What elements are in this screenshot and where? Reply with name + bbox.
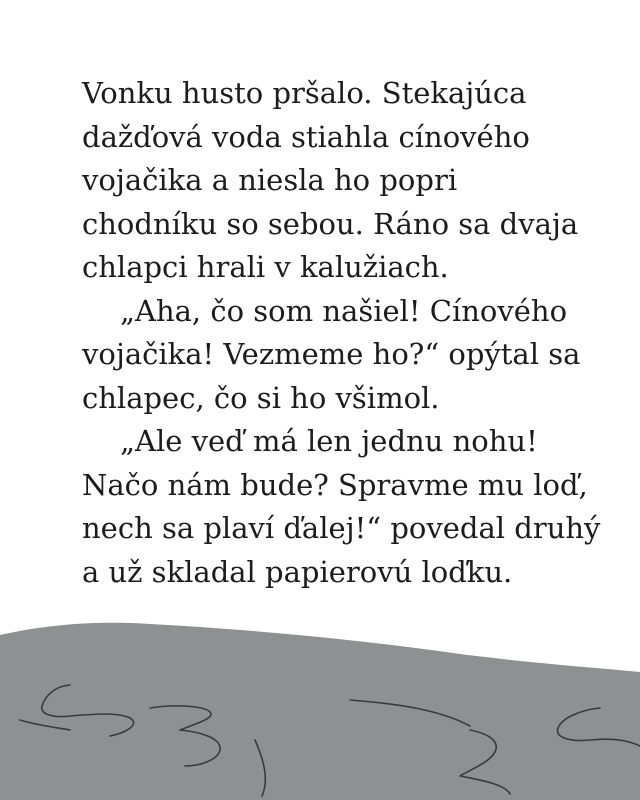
story-line: chlapec, čo si ho všimol. xyxy=(82,380,440,415)
story-line: chodníku so sebou. Ráno sa dvaja xyxy=(82,206,579,241)
story-line: a už skladal papierovú loďku. xyxy=(82,554,513,589)
story-text xyxy=(82,72,602,594)
story-line: dažďová voda stiahla cínového xyxy=(82,119,530,154)
story-line: Vonku husto pršalo. Stekajúca xyxy=(82,76,527,110)
story-line: nech sa plaví ďalej!“ povedal druhý xyxy=(82,511,601,545)
story-line: vojačika! Vezmeme ho?“ opýtal sa xyxy=(82,337,581,371)
story-line: vojačika a niesla ho popri xyxy=(82,163,458,197)
gray-ground-shape xyxy=(0,623,640,800)
street-illustration xyxy=(0,600,640,800)
story-line: chlapci hrali v kalužiach. xyxy=(82,250,449,284)
story-line: Načo nám bude? Spravme mu loď, xyxy=(82,467,588,502)
story-line: „Ale veď má len jednu nohu! xyxy=(120,424,538,458)
story-line: „Aha, čo som našiel! Cínového xyxy=(120,293,568,328)
